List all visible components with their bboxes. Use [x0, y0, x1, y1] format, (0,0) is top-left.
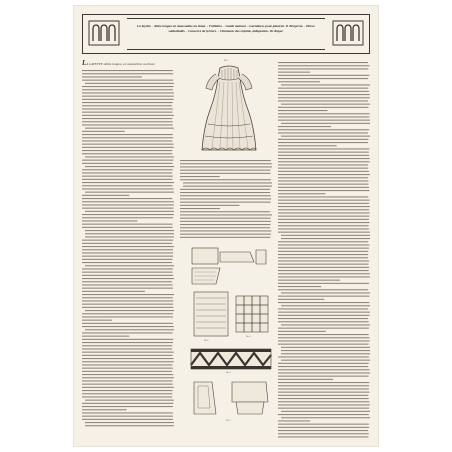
text-line [278, 180, 368, 181]
text-line [278, 433, 369, 434]
text-line [278, 308, 368, 309]
header-bottom-rule [127, 49, 325, 50]
figure-2-label: No 2 [204, 340, 209, 342]
text-line [278, 283, 369, 284]
text-line [180, 202, 271, 203]
text-line [82, 204, 174, 205]
text-line [281, 347, 370, 348]
text-line [82, 278, 174, 279]
text-line [82, 121, 173, 122]
sleeve-pattern-figure [192, 378, 270, 418]
text-line [82, 345, 172, 346]
text-line [278, 372, 370, 373]
text-line [281, 305, 370, 306]
text-line [281, 292, 370, 293]
text-line [180, 198, 271, 199]
text-line [278, 222, 370, 223]
text-line [82, 361, 174, 362]
page-header [82, 14, 370, 54]
text-line [82, 147, 174, 148]
text-line [82, 102, 173, 103]
text-line [278, 356, 369, 357]
header-top-rule [127, 18, 325, 19]
text-line [281, 360, 370, 361]
text-line [278, 420, 310, 421]
text-line [278, 129, 369, 130]
text-line [85, 83, 174, 84]
text-line [82, 224, 173, 225]
text-line [82, 220, 137, 221]
text-line [82, 371, 172, 372]
text-line [82, 291, 145, 292]
left-text-column [82, 60, 174, 440]
text-line [278, 315, 370, 316]
text-line [82, 249, 173, 250]
text-line [278, 107, 368, 108]
text-line [82, 80, 173, 81]
right-ornament-icon [331, 19, 365, 47]
text-line [82, 396, 172, 397]
text-line [180, 205, 239, 206]
text-line [278, 212, 370, 213]
text-line [278, 302, 369, 303]
text-line [82, 262, 172, 263]
text-line [82, 377, 174, 378]
text-line [278, 430, 368, 431]
text-line [82, 352, 174, 353]
text-line [278, 379, 333, 380]
text-line [82, 144, 173, 145]
text-line [278, 267, 369, 268]
text-line [278, 331, 326, 332]
text-line [82, 339, 173, 340]
text-line [281, 104, 370, 105]
text-line [278, 296, 369, 297]
text-line [278, 286, 321, 287]
text-line [82, 256, 173, 257]
text-line [278, 193, 326, 194]
text-line [278, 139, 368, 140]
text-line [278, 276, 370, 277]
header-summary: La layette. - Robe longue en mousseline ou linon. - Faillettes. - Guide manuel. - Garnitures pour plastron. P. Bergeron. - Pièces satinalloids. - Conserve de ferrure. - Vêtements des enfants, indigestion. Dr Roger. [137, 24, 315, 33]
text-line [82, 185, 173, 186]
text-line [278, 289, 368, 290]
text-line [278, 196, 368, 197]
text-line [180, 211, 270, 212]
text-line [85, 329, 174, 330]
magazine-page [74, 6, 378, 446]
text-line [82, 201, 174, 202]
lattice-figure [234, 294, 270, 334]
text-line [278, 270, 369, 271]
article-title-text: A LAYETTE. Robe longue, en mousseline ou linon. [86, 62, 156, 66]
text-line [82, 268, 173, 269]
text-line [278, 152, 369, 153]
text-line [278, 190, 369, 191]
text-line [278, 408, 369, 409]
text-line [82, 288, 173, 289]
text-line [82, 409, 127, 410]
pattern-pieces-figure [190, 246, 268, 286]
text-line [82, 243, 172, 244]
text-line [278, 312, 370, 313]
text-line [82, 92, 174, 93]
text-line [82, 313, 173, 314]
text-line [278, 376, 369, 377]
text-line [281, 353, 370, 354]
right-text-column [278, 60, 370, 440]
left-column-text-lines [82, 68, 174, 428]
text-line [281, 411, 370, 412]
text-line [180, 192, 270, 193]
text-line [82, 300, 173, 301]
text-line [278, 334, 369, 335]
text-line [82, 259, 172, 260]
text-line [82, 275, 173, 276]
text-line [278, 424, 369, 425]
text-line [278, 113, 370, 114]
text-line [278, 78, 368, 79]
text-line [82, 403, 173, 404]
text-line [82, 380, 173, 381]
text-line [278, 251, 368, 252]
text-line [82, 358, 173, 359]
text-line [278, 132, 368, 133]
text-line [180, 234, 271, 235]
text-line [180, 208, 220, 209]
text-line [180, 227, 270, 228]
text-line [278, 366, 368, 367]
text-line [278, 209, 369, 210]
text-line [82, 176, 173, 177]
christening-gown-figure [198, 64, 260, 154]
text-line [85, 233, 174, 234]
text-line [278, 344, 369, 345]
text-line [82, 137, 173, 138]
text-line [281, 324, 370, 325]
text-line [82, 390, 172, 391]
text-line [278, 94, 370, 95]
text-line [180, 218, 271, 219]
text-line [82, 368, 173, 369]
text-line [85, 310, 174, 311]
text-line [82, 374, 173, 375]
text-line [82, 227, 173, 228]
text-line [82, 326, 174, 327]
text-line [85, 128, 174, 129]
text-line [180, 170, 270, 171]
text-line [82, 297, 173, 298]
text-line [278, 257, 368, 258]
text-line [82, 208, 173, 209]
text-line [278, 264, 368, 265]
text-line [85, 211, 174, 212]
text-line [278, 219, 369, 220]
text-line [278, 72, 310, 73]
text-line [278, 318, 368, 319]
text-line [82, 76, 142, 77]
text-line [82, 70, 173, 71]
text-line [278, 254, 368, 255]
text-line [278, 382, 369, 383]
text-line [85, 425, 174, 426]
text-line [82, 172, 172, 173]
text-line [278, 148, 369, 149]
text-line [82, 406, 173, 407]
text-line [278, 244, 369, 245]
text-line [278, 404, 370, 405]
text-line [278, 142, 368, 143]
text-line [278, 299, 324, 300]
text-line [82, 115, 174, 116]
text-line [82, 284, 173, 285]
text-line [278, 363, 369, 364]
text-line [278, 436, 368, 437]
text-line [278, 427, 369, 428]
text-line [278, 385, 369, 386]
text-line [278, 321, 369, 322]
text-line [85, 236, 174, 237]
text-line [278, 164, 368, 165]
text-line [180, 230, 271, 231]
text-line [278, 401, 369, 402]
text-line [180, 163, 272, 164]
text-line [278, 395, 368, 396]
text-line [180, 224, 270, 225]
text-line [82, 124, 173, 125]
text-line [82, 272, 172, 273]
text-line [85, 400, 174, 401]
text-line [82, 73, 173, 74]
figure-3-label: No 3 [246, 336, 251, 338]
text-line [82, 108, 173, 109]
text-line [85, 422, 174, 423]
text-line [180, 195, 271, 196]
text-line [183, 186, 272, 187]
text-line [281, 235, 370, 236]
text-line [278, 280, 340, 281]
text-line [278, 62, 368, 63]
figure-5-label: No 5 [226, 420, 231, 422]
text-line [180, 166, 272, 167]
text-line [82, 240, 173, 241]
text-line [85, 265, 174, 266]
text-line [82, 131, 125, 132]
text-line [82, 307, 173, 308]
text-line [82, 348, 172, 349]
text-line [281, 136, 370, 137]
text-line [82, 134, 173, 135]
text-line [82, 140, 172, 141]
text-line [183, 182, 272, 183]
text-line [82, 96, 174, 97]
text-line [180, 214, 272, 215]
text-line [82, 182, 174, 183]
text-line [82, 179, 172, 180]
text-line [82, 320, 112, 321]
text-line [82, 89, 173, 90]
text-line [278, 126, 331, 127]
middle-upper-text-lines [180, 158, 272, 238]
text-line [82, 294, 174, 295]
text-line [278, 171, 369, 172]
text-line [278, 203, 369, 204]
text-line [82, 217, 173, 218]
text-line [278, 398, 369, 399]
text-line [278, 75, 369, 76]
text-line [82, 342, 173, 343]
text-line [180, 237, 270, 238]
text-line [278, 97, 370, 98]
text-line [278, 100, 368, 101]
text-line [82, 169, 173, 170]
text-line [82, 336, 129, 337]
text-line [278, 392, 370, 393]
text-line [281, 238, 370, 239]
text-line [82, 99, 174, 100]
right-column-text-lines [278, 60, 370, 440]
text-line [281, 350, 370, 351]
text-line [82, 384, 173, 385]
lined-insert-figure [192, 290, 230, 338]
text-line [82, 364, 172, 365]
text-line [278, 200, 370, 201]
text-line [82, 195, 129, 196]
text-line [278, 216, 369, 217]
text-line [278, 110, 328, 111]
drop-cap: L [82, 60, 87, 67]
text-line [82, 112, 172, 113]
text-line [278, 328, 369, 329]
text-line [278, 273, 370, 274]
article-title [82, 60, 174, 67]
text-line [278, 340, 370, 341]
text-line [278, 177, 368, 178]
text-line [278, 174, 370, 175]
text-line [180, 173, 271, 174]
text-line [278, 184, 368, 185]
text-line [82, 160, 173, 161]
text-line [278, 116, 369, 117]
text-line [82, 198, 172, 199]
text-line [180, 176, 220, 177]
text-line [82, 416, 173, 417]
text-line [82, 214, 174, 215]
text-line [278, 145, 337, 146]
text-line [85, 166, 174, 167]
text-line [82, 118, 172, 119]
text-line [278, 388, 369, 389]
text-line [180, 189, 270, 190]
text-line [278, 161, 370, 162]
text-line [281, 123, 370, 124]
text-line [82, 246, 174, 247]
text-line [82, 304, 173, 305]
text-line [278, 91, 369, 92]
text-line [278, 158, 370, 159]
figure-1-label: No 1 [224, 60, 229, 62]
text-line [82, 153, 172, 154]
text-line [180, 221, 271, 222]
text-line [278, 228, 369, 229]
text-line [278, 68, 368, 69]
text-line [82, 252, 173, 253]
text-line [281, 417, 370, 418]
text-line [278, 168, 368, 169]
text-line [180, 179, 271, 180]
text-line [82, 105, 172, 106]
text-line [278, 65, 369, 66]
text-line [82, 188, 174, 189]
text-line [82, 323, 173, 324]
text-line [278, 225, 369, 226]
text-line [82, 86, 174, 87]
text-line [278, 206, 370, 207]
text-line [278, 414, 369, 415]
text-line [281, 84, 370, 85]
text-line [82, 355, 173, 356]
text-line [278, 120, 370, 121]
text-line [278, 369, 370, 370]
text-line [278, 155, 369, 156]
text-line [82, 316, 173, 317]
text-line [82, 412, 173, 413]
text-line [82, 387, 174, 388]
text-line [82, 332, 173, 333]
text-line [82, 419, 173, 420]
text-line [278, 232, 370, 233]
text-line [278, 337, 369, 338]
text-line [278, 187, 369, 188]
text-line [82, 163, 173, 164]
text-line [85, 156, 174, 157]
text-line [278, 260, 369, 261]
left-ornament-icon [87, 19, 121, 47]
text-line [278, 81, 320, 82]
text-line [82, 393, 172, 394]
text-line [82, 150, 172, 151]
zigzag-border-figure [190, 348, 272, 370]
text-line [180, 160, 271, 161]
text-line [278, 248, 369, 249]
figure-4-label: No 4 [226, 372, 231, 374]
text-line [278, 241, 368, 242]
text-line [85, 192, 174, 193]
text-line [82, 281, 172, 282]
text-line [85, 230, 174, 231]
text-line [278, 88, 368, 89]
